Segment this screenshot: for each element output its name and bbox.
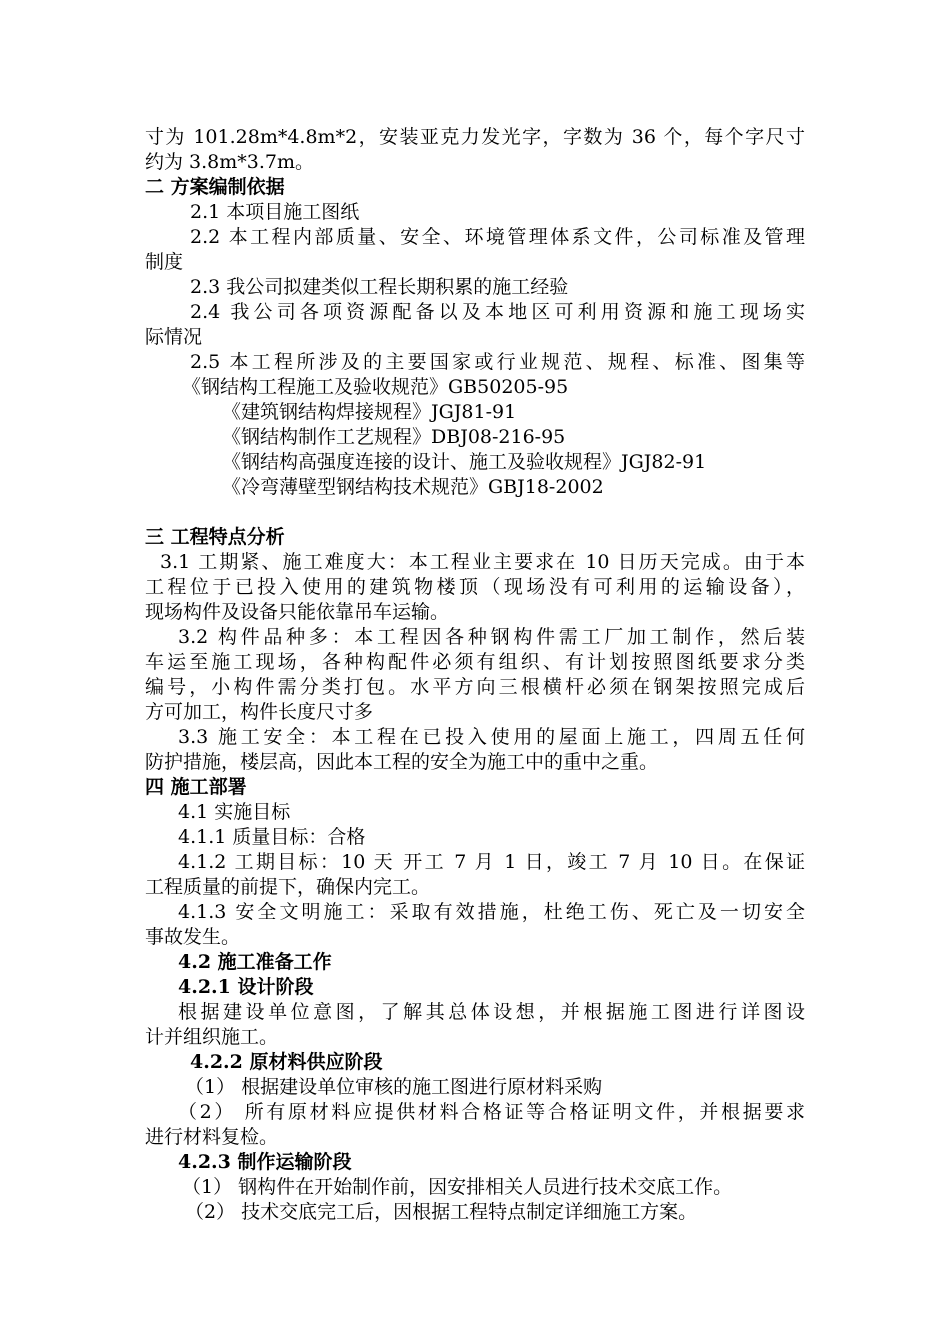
subsection-heading: 4.2.2 原材料供应阶段 [190,1051,383,1073]
subsection-heading: 4.2 施工准备工作 [178,951,332,973]
body-line: 寸为 101.28m*4.8m*2，安装亚克力发光字，字数为 36 个，每个字尺寸 [145,126,805,148]
subsection-heading: 4.2.1 设计阶段 [178,976,314,998]
body-line: 2.1 本项目施工图纸 [190,201,360,223]
body-line: 4.1 实施目标 [178,801,291,823]
list-item: （1） 根据建设单位审核的施工图进行原材料采购 [185,1076,603,1098]
body-line: 3.2 构件品种多：本工程因各种钢构件需工厂加工制作，然后装 [178,626,805,648]
body-line: 计并组织施工。 [145,1026,279,1048]
subsection-heading: 4.2.3 制作运输阶段 [178,1151,352,1173]
body-line: 防护措施，楼层高，因此本工程的安全为施工中的重中之重。 [145,751,659,773]
section-heading: 二 方案编制依据 [145,176,285,198]
body-line: 约为 3.8m*3.7m。 [145,151,315,173]
body-line: 4.1.1 质量目标：合格 [178,826,366,848]
standard-reference: 《钢结构工程施工及验收规范》GB50205-95 [182,376,569,398]
body-line: 制度 [145,251,184,273]
body-line: 4.1.3 安全文明施工：采取有效措施，杜绝工伤、死亡及一切安全 [178,901,805,923]
standard-reference: 《建筑钢结构焊接规程》JGJ81-91 [222,401,517,423]
list-item: （2） 技术交底完工后，因根据工程特点制定详细施工方案。 [185,1201,698,1223]
standard-reference: 《钢结构制作工艺规程》DBJ08-216-95 [222,426,566,448]
body-line: 方可加工，构件长度尺寸多 [145,701,374,723]
body-line: 3.3 施工安全：本工程在已投入使用的屋面上施工，四周五任何 [178,726,805,748]
body-line: 现场构件及设备只能依靠吊车运输。 [145,601,450,623]
body-line: 2.5 本工程所涉及的主要国家或行业规范、规程、标准、图集等 [190,351,805,373]
body-line: 2.2 本工程内部质量、安全、环境管理体系文件，公司标准及管理 [190,226,805,248]
body-line: 2.4 我公司各项资源配备以及本地区可利用资源和施工现场实 [190,301,805,323]
list-item: （1） 钢构件在开始制作前，因安排相关人员进行技术交底工作。 [182,1176,733,1198]
body-line: 工程位于已投入使用的建筑物楼顶（现场没有可利用的运输设备）， [145,576,805,598]
body-line: 根据建设单位意图，了解其总体设想，并根据施工图进行详图设 [178,1001,805,1023]
standard-reference: 《钢结构高强度连接的设计、施工及验收规程》JGJ82-91 [222,451,707,473]
body-line: 车运至施工现场，各种构配件必须有组织、有计划按照图纸要求分类 [145,651,805,673]
body-line: 4.1.2 工期目标：10 天 开工 7 月 1 日，竣工 7 月 10 日。在保证 [178,851,805,873]
standard-reference: 《冷弯薄壁型钢结构技术规范》GBJ18-2002 [222,476,604,498]
body-line: 3.1 工期紧、施工难度大：本工程业主要求在 10 日历天完成。由于本 [160,551,805,573]
body-line: 2.3 我公司拟建类似工程长期积累的施工经验 [190,276,569,298]
body-line: 进行材料复检。 [145,1126,279,1148]
body-line: 际情况 [145,326,203,348]
body-line: 编号，小构件需分类打包。水平方向三根横杆必须在钢架按照完成后 [145,676,805,698]
list-item: （2） 所有原材料应提供材料合格证等合格证明文件，并根据要求 [178,1101,805,1123]
body-line: 工程质量的前提下，确保内完工。 [145,876,431,898]
section-heading: 三 工程特点分析 [145,526,285,548]
section-heading: 四 施工部署 [145,776,247,798]
body-line: 事故发生。 [145,926,241,948]
